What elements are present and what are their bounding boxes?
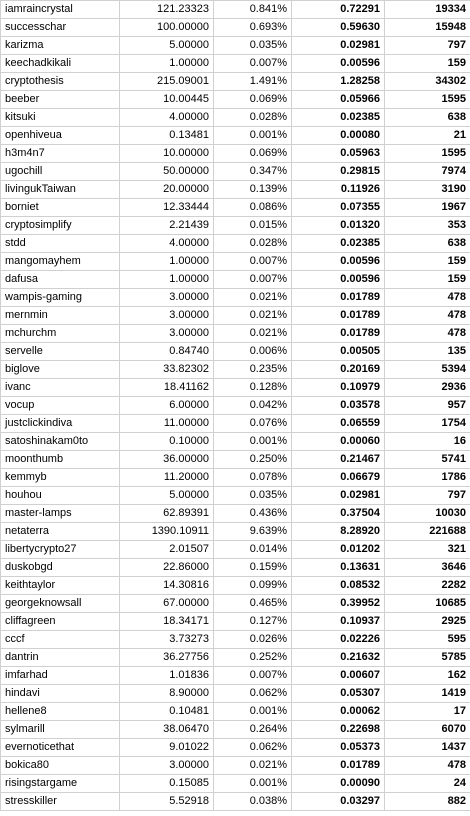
cell-name[interactable]: mernmin: [1, 307, 120, 325]
cell-name[interactable]: cliffagreen: [1, 613, 120, 631]
cell-percent[interactable]: 0.841%: [214, 1, 292, 19]
cell-amount[interactable]: 67.00000: [120, 595, 214, 613]
cell-count[interactable]: 1595: [385, 91, 470, 109]
cell-percent[interactable]: 0.069%: [214, 91, 292, 109]
table-row: [1, 109, 470, 127]
cell-percent[interactable]: 0.139%: [214, 181, 292, 199]
cell-name[interactable]: stdd: [1, 235, 120, 253]
cell-count[interactable]: 221688: [385, 523, 470, 541]
cell-percent[interactable]: 0.069%: [214, 145, 292, 163]
cell-count[interactable]: 2282: [385, 577, 470, 595]
cell-amount[interactable]: 33.82302: [120, 361, 214, 379]
cell-name[interactable]: sylmarill: [1, 721, 120, 739]
cell-name[interactable]: keithtaylor: [1, 577, 120, 595]
cell-percent[interactable]: 0.076%: [214, 415, 292, 433]
cell-name[interactable]: houhou: [1, 487, 120, 505]
cell-count[interactable]: 5394: [385, 361, 470, 379]
cell-percent[interactable]: 0.693%: [214, 19, 292, 37]
cell-amount[interactable]: 14.30816: [120, 577, 214, 595]
cell-name[interactable]: cryptothesis: [1, 73, 120, 91]
cell-count[interactable]: 5785: [385, 649, 470, 667]
cell-percent[interactable]: 0.078%: [214, 469, 292, 487]
cell-value[interactable]: 0.21467: [292, 451, 385, 469]
cell-value[interactable]: 0.00607: [292, 667, 385, 685]
cell-value[interactable]: 0.03578: [292, 397, 385, 415]
cell-count[interactable]: 19334: [385, 1, 470, 19]
cell-name[interactable]: successchar: [1, 19, 120, 37]
table-row: [1, 217, 470, 235]
cell-value[interactable]: 0.00062: [292, 703, 385, 721]
cell-value[interactable]: 0.00090: [292, 775, 385, 793]
cell-name[interactable]: openhiveua: [1, 127, 120, 145]
table-row: [1, 757, 470, 775]
cell-percent[interactable]: 0.038%: [214, 793, 292, 811]
cell-percent[interactable]: 0.347%: [214, 163, 292, 181]
table-row: [1, 451, 470, 469]
cell-amount[interactable]: 3.00000: [120, 307, 214, 325]
table-row: [1, 667, 470, 685]
cell-value[interactable]: 8.28920: [292, 523, 385, 541]
cell-percent[interactable]: 0.436%: [214, 505, 292, 523]
cell-amount[interactable]: 1.00000: [120, 55, 214, 73]
cell-percent[interactable]: 0.062%: [214, 739, 292, 757]
cell-value[interactable]: 0.00060: [292, 433, 385, 451]
cell-count[interactable]: 595: [385, 631, 470, 649]
cell-value[interactable]: 0.02385: [292, 109, 385, 127]
cell-count[interactable]: 1754: [385, 415, 470, 433]
cell-value[interactable]: 0.05966: [292, 91, 385, 109]
table-row: [1, 19, 470, 37]
cell-percent[interactable]: 0.007%: [214, 253, 292, 271]
table-row: [1, 307, 470, 325]
table-row: [1, 487, 470, 505]
cell-amount[interactable]: 3.00000: [120, 757, 214, 775]
cell-name[interactable]: dantrin: [1, 649, 120, 667]
cell-percent[interactable]: 0.026%: [214, 631, 292, 649]
cell-amount[interactable]: 1.00000: [120, 271, 214, 289]
cell-amount[interactable]: 5.00000: [120, 37, 214, 55]
cell-name[interactable]: moonthumb: [1, 451, 120, 469]
cell-amount[interactable]: 50.00000: [120, 163, 214, 181]
cell-name[interactable]: netaterra: [1, 523, 120, 541]
table-row: [1, 775, 470, 793]
cell-amount[interactable]: 215.09001: [120, 73, 214, 91]
cell-amount[interactable]: 18.41162: [120, 379, 214, 397]
cell-value[interactable]: 0.01320: [292, 217, 385, 235]
cell-name[interactable]: kemmyb: [1, 469, 120, 487]
table-row: [1, 433, 470, 451]
cell-name[interactable]: imfarhad: [1, 667, 120, 685]
cell-amount[interactable]: 11.00000: [120, 415, 214, 433]
cell-count[interactable]: 1595: [385, 145, 470, 163]
cell-value[interactable]: 0.02226: [292, 631, 385, 649]
table-row: [1, 595, 470, 613]
cell-count[interactable]: 478: [385, 289, 470, 307]
cell-amount[interactable]: 5.52918: [120, 793, 214, 811]
cell-count[interactable]: 159: [385, 55, 470, 73]
cell-amount[interactable]: 0.15085: [120, 775, 214, 793]
cell-name[interactable]: iamraincrystal: [1, 1, 120, 19]
cell-percent[interactable]: 0.028%: [214, 235, 292, 253]
cell-percent[interactable]: 0.021%: [214, 757, 292, 775]
cell-count[interactable]: 882: [385, 793, 470, 811]
cell-value[interactable]: 0.07355: [292, 199, 385, 217]
cell-name[interactable]: justclickindiva: [1, 415, 120, 433]
cell-percent[interactable]: 1.491%: [214, 73, 292, 91]
cell-percent[interactable]: 0.035%: [214, 37, 292, 55]
cell-value[interactable]: 0.72291: [292, 1, 385, 19]
cell-value[interactable]: 1.28258: [292, 73, 385, 91]
cell-name[interactable]: ivanc: [1, 379, 120, 397]
cell-percent[interactable]: 0.021%: [214, 289, 292, 307]
cell-percent[interactable]: 0.235%: [214, 361, 292, 379]
cell-amount[interactable]: 11.20000: [120, 469, 214, 487]
cell-name[interactable]: master-lamps: [1, 505, 120, 523]
cell-name[interactable]: evernoticethat: [1, 739, 120, 757]
table-row: [1, 55, 470, 73]
cell-value[interactable]: 0.06679: [292, 469, 385, 487]
table-row: [1, 649, 470, 667]
cell-name[interactable]: libertycrypto27: [1, 541, 120, 559]
spreadsheet-body: [1, 1, 470, 811]
cell-count[interactable]: 957: [385, 397, 470, 415]
table-row: [1, 703, 470, 721]
cell-value[interactable]: 0.03297: [292, 793, 385, 811]
cell-name[interactable]: risingstargame: [1, 775, 120, 793]
cell-amount[interactable]: 1.00000: [120, 253, 214, 271]
cell-value[interactable]: 0.20169: [292, 361, 385, 379]
cell-amount[interactable]: 10.00000: [120, 145, 214, 163]
cell-value[interactable]: 0.01789: [292, 307, 385, 325]
cell-percent[interactable]: 0.042%: [214, 397, 292, 415]
cell-percent[interactable]: 0.465%: [214, 595, 292, 613]
cell-name[interactable]: satoshinakam0to: [1, 433, 120, 451]
cell-percent[interactable]: 0.001%: [214, 775, 292, 793]
cell-count[interactable]: 353: [385, 217, 470, 235]
cell-count[interactable]: 162: [385, 667, 470, 685]
cell-percent[interactable]: 0.001%: [214, 703, 292, 721]
cell-name[interactable]: wampis-gaming: [1, 289, 120, 307]
cell-amount[interactable]: 2.21439: [120, 217, 214, 235]
cell-percent[interactable]: 0.006%: [214, 343, 292, 361]
cell-amount[interactable]: 2.01507: [120, 541, 214, 559]
table-row: [1, 397, 470, 415]
cell-value[interactable]: 0.00596: [292, 253, 385, 271]
cell-name[interactable]: h3m4n7: [1, 145, 120, 163]
table-row: [1, 289, 470, 307]
cell-amount[interactable]: 5.00000: [120, 487, 214, 505]
cell-count[interactable]: 34302: [385, 73, 470, 91]
table-row: [1, 523, 470, 541]
cell-value[interactable]: 0.01202: [292, 541, 385, 559]
cell-value[interactable]: 0.21632: [292, 649, 385, 667]
table-row: [1, 163, 470, 181]
cell-value[interactable]: 0.10979: [292, 379, 385, 397]
cell-percent[interactable]: 0.086%: [214, 199, 292, 217]
cell-percent[interactable]: 0.007%: [214, 271, 292, 289]
table-row: [1, 235, 470, 253]
cell-value[interactable]: 0.13631: [292, 559, 385, 577]
cell-count[interactable]: 7974: [385, 163, 470, 181]
cell-count[interactable]: 17: [385, 703, 470, 721]
cell-value[interactable]: 0.05307: [292, 685, 385, 703]
cell-percent[interactable]: 0.001%: [214, 127, 292, 145]
cell-amount[interactable]: 121.23323: [120, 1, 214, 19]
cell-amount[interactable]: 10.00445: [120, 91, 214, 109]
cell-count[interactable]: 15948: [385, 19, 470, 37]
cell-value[interactable]: 0.11926: [292, 181, 385, 199]
cell-amount[interactable]: 8.90000: [120, 685, 214, 703]
cell-value[interactable]: 0.00505: [292, 343, 385, 361]
cell-name[interactable]: hindavi: [1, 685, 120, 703]
table-row: [1, 559, 470, 577]
cell-count[interactable]: 135: [385, 343, 470, 361]
cell-count[interactable]: 797: [385, 487, 470, 505]
table-row: [1, 793, 470, 811]
cell-count[interactable]: 159: [385, 253, 470, 271]
cell-count[interactable]: 478: [385, 757, 470, 775]
cell-percent[interactable]: 0.062%: [214, 685, 292, 703]
cell-percent[interactable]: 0.099%: [214, 577, 292, 595]
cell-name[interactable]: duskobgd: [1, 559, 120, 577]
table-row: [1, 73, 470, 91]
cell-percent[interactable]: 0.128%: [214, 379, 292, 397]
cell-count[interactable]: 797: [385, 37, 470, 55]
cell-count[interactable]: 1786: [385, 469, 470, 487]
cell-value[interactable]: 0.01789: [292, 289, 385, 307]
cell-percent[interactable]: 0.250%: [214, 451, 292, 469]
cell-percent[interactable]: 0.021%: [214, 307, 292, 325]
cell-count[interactable]: 2925: [385, 613, 470, 631]
cell-amount[interactable]: 38.06470: [120, 721, 214, 739]
cell-count[interactable]: 3190: [385, 181, 470, 199]
table-row: [1, 685, 470, 703]
cell-name[interactable]: livingukTaiwan: [1, 181, 120, 199]
cell-amount[interactable]: 1.01836: [120, 667, 214, 685]
cell-percent[interactable]: 0.021%: [214, 325, 292, 343]
cell-count[interactable]: 16: [385, 433, 470, 451]
cell-name[interactable]: beeber: [1, 91, 120, 109]
cell-name[interactable]: keechadkikali: [1, 55, 120, 73]
cell-amount[interactable]: 12.33444: [120, 199, 214, 217]
cell-name[interactable]: cryptosimplify: [1, 217, 120, 235]
cell-count[interactable]: 2936: [385, 379, 470, 397]
cell-amount[interactable]: 0.13481: [120, 127, 214, 145]
cell-value[interactable]: 0.00080: [292, 127, 385, 145]
cell-count[interactable]: 1967: [385, 199, 470, 217]
cell-name[interactable]: stresskiller: [1, 793, 120, 811]
cell-amount[interactable]: 18.34171: [120, 613, 214, 631]
cell-count[interactable]: 321: [385, 541, 470, 559]
cell-amount[interactable]: 3.00000: [120, 289, 214, 307]
cell-count[interactable]: 21: [385, 127, 470, 145]
cell-amount[interactable]: 100.00000: [120, 19, 214, 37]
cell-percent[interactable]: 0.159%: [214, 559, 292, 577]
cell-value[interactable]: 0.01789: [292, 757, 385, 775]
cell-amount[interactable]: 36.27756: [120, 649, 214, 667]
cell-value[interactable]: 0.08532: [292, 577, 385, 595]
cell-count[interactable]: 10685: [385, 595, 470, 613]
table-row: [1, 1, 470, 19]
table-row: [1, 469, 470, 487]
cell-value[interactable]: 0.05373: [292, 739, 385, 757]
table-row: [1, 541, 470, 559]
cell-name[interactable]: cccf: [1, 631, 120, 649]
cell-percent[interactable]: 0.007%: [214, 667, 292, 685]
cell-count[interactable]: 478: [385, 325, 470, 343]
cell-amount[interactable]: 9.01022: [120, 739, 214, 757]
cell-percent[interactable]: 0.127%: [214, 613, 292, 631]
cell-count[interactable]: 159: [385, 271, 470, 289]
table-row: [1, 343, 470, 361]
cell-percent[interactable]: 0.007%: [214, 55, 292, 73]
cell-name[interactable]: borniet: [1, 199, 120, 217]
cell-count[interactable]: 24: [385, 775, 470, 793]
table-row: [1, 721, 470, 739]
cell-count[interactable]: 6070: [385, 721, 470, 739]
cell-value[interactable]: 0.59630: [292, 19, 385, 37]
cell-value[interactable]: 0.29815: [292, 163, 385, 181]
cell-amount[interactable]: 3.73273: [120, 631, 214, 649]
cell-percent[interactable]: 9.639%: [214, 523, 292, 541]
cell-amount[interactable]: 0.84740: [120, 343, 214, 361]
cell-value[interactable]: 0.02385: [292, 235, 385, 253]
cell-name[interactable]: servelle: [1, 343, 120, 361]
table-row: [1, 631, 470, 649]
cell-name[interactable]: mangomayhem: [1, 253, 120, 271]
cell-percent[interactable]: 0.015%: [214, 217, 292, 235]
cell-name[interactable]: mchurchm: [1, 325, 120, 343]
cell-name[interactable]: biglove: [1, 361, 120, 379]
cell-percent[interactable]: 0.252%: [214, 649, 292, 667]
table-row: [1, 181, 470, 199]
cell-value[interactable]: 0.00596: [292, 271, 385, 289]
table-row: [1, 91, 470, 109]
cell-value[interactable]: 0.06559: [292, 415, 385, 433]
cell-percent[interactable]: 0.028%: [214, 109, 292, 127]
cell-amount[interactable]: 62.89391: [120, 505, 214, 523]
cell-amount[interactable]: 3.00000: [120, 325, 214, 343]
cell-value[interactable]: 0.00596: [292, 55, 385, 73]
cell-value[interactable]: 0.05963: [292, 145, 385, 163]
cell-count[interactable]: 3646: [385, 559, 470, 577]
cell-name[interactable]: ugochill: [1, 163, 120, 181]
cell-value[interactable]: 0.37504: [292, 505, 385, 523]
cell-count[interactable]: 638: [385, 109, 470, 127]
cell-value[interactable]: 0.10937: [292, 613, 385, 631]
table-row: [1, 415, 470, 433]
table-row: [1, 613, 470, 631]
cell-name[interactable]: vocup: [1, 397, 120, 415]
cell-amount[interactable]: 22.86000: [120, 559, 214, 577]
cell-amount[interactable]: 4.00000: [120, 109, 214, 127]
cell-count[interactable]: 1419: [385, 685, 470, 703]
table-row: [1, 739, 470, 757]
table-row: [1, 325, 470, 343]
cell-name[interactable]: kitsuki: [1, 109, 120, 127]
cell-count[interactable]: 638: [385, 235, 470, 253]
cell-value[interactable]: 0.02981: [292, 487, 385, 505]
cell-count[interactable]: 10030: [385, 505, 470, 523]
table-row: [1, 577, 470, 595]
cell-value[interactable]: 0.01789: [292, 325, 385, 343]
cell-value[interactable]: 0.02981: [292, 37, 385, 55]
table-row: [1, 379, 470, 397]
cell-amount[interactable]: 1390.10911: [120, 523, 214, 541]
table-row: [1, 145, 470, 163]
cell-count[interactable]: 478: [385, 307, 470, 325]
cell-percent[interactable]: 0.035%: [214, 487, 292, 505]
cell-percent[interactable]: 0.014%: [214, 541, 292, 559]
cell-name[interactable]: georgeknowsall: [1, 595, 120, 613]
cell-name[interactable]: dafusa: [1, 271, 120, 289]
cell-amount[interactable]: 0.10000: [120, 433, 214, 451]
cell-amount[interactable]: 20.00000: [120, 181, 214, 199]
table-row: [1, 253, 470, 271]
cell-value[interactable]: 0.22698: [292, 721, 385, 739]
cell-amount[interactable]: 0.10481: [120, 703, 214, 721]
cell-amount[interactable]: 6.00000: [120, 397, 214, 415]
table-row: [1, 505, 470, 523]
cell-count[interactable]: 5741: [385, 451, 470, 469]
cell-name[interactable]: hellene8: [1, 703, 120, 721]
cell-percent[interactable]: 0.001%: [214, 433, 292, 451]
cell-percent[interactable]: 0.264%: [214, 721, 292, 739]
table-row: [1, 271, 470, 289]
table-row: [1, 127, 470, 145]
cell-name[interactable]: karizma: [1, 37, 120, 55]
cell-name[interactable]: bokica80: [1, 757, 120, 775]
table-row: [1, 361, 470, 379]
table-row: [1, 199, 470, 217]
cell-value[interactable]: 0.39952: [292, 595, 385, 613]
cell-amount[interactable]: 36.00000: [120, 451, 214, 469]
cell-amount[interactable]: 4.00000: [120, 235, 214, 253]
table-row: [1, 37, 470, 55]
cell-count[interactable]: 1437: [385, 739, 470, 757]
